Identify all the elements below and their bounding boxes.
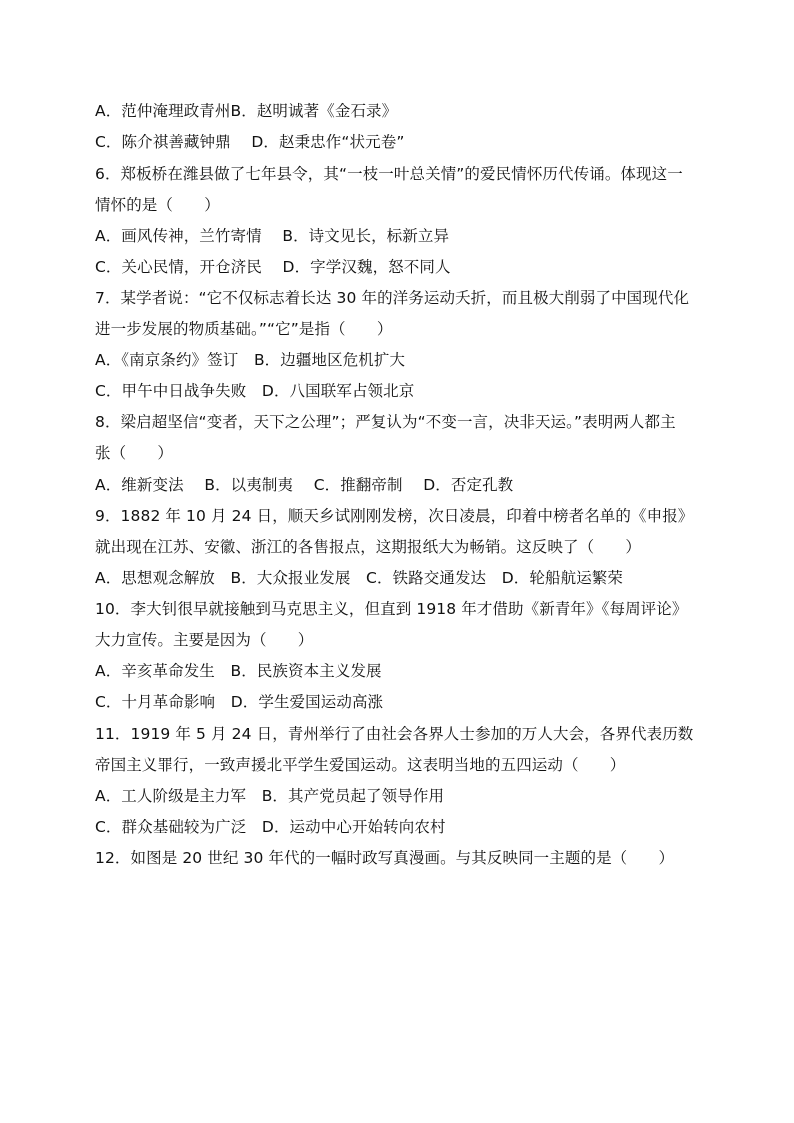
q8-stem-line-1: 8．梁启超坚信“变者，天下之公理”；严复认为“不变一言，决非天运。”表明两人都主 [95,413,676,431]
q9-options: A．思想观念解放 B．大众报业发展 C．铁路交通发达 D．轮船航运繁荣 [95,569,623,587]
q10-stem-line-1: 10．李大钊很早就接触到马克思主义，但直到 1918 年才借助《新青年》《每周评论》 [95,600,688,618]
q11-stem-line-2: 帝国主义罪行，一致声援北平学生爱国运动。这表明当地的五四运动（ ） [95,756,626,774]
q8-options: A．维新变法 B．以夷制夷 C．推翻帝制 D．否定孔教 [95,476,514,494]
q7-stem-line-1: 7．某学者说：“它不仅标志着长达 30 年的洋务运动夭折，而且极大削弱了中国现代化 [95,289,690,307]
q11-stem-line-1: 11．1919 年 5 月 24 日，青州举行了由社会各界人士参加的万人大会，各界代表历数 [95,725,694,743]
q6-options-ab: A．画风传神，兰竹寄情 B．诗文见长，标新立异 [95,227,450,245]
q10-options-ab: A．辛亥革命发生 B．民族资本主义发展 [95,662,382,680]
q7-options-cd: C．甲午中日战争失败 D．八国联军占领北京 [95,382,415,400]
q9-stem-line-2: 就出现在江苏、安徽、浙江的各售报点，这期报纸大为畅销。这反映了（ ） [95,538,642,556]
q5-options-ab: A．范仲淹理政青州B．赵明诚著《金石录》 [95,102,398,120]
q8-stem-line-2: 张（ ） [95,444,174,462]
q7-stem-line-2: 进一步发展的物质基础。”“它”是指（ ） [95,320,393,338]
q6-stem-line-2: 情怀的是（ ） [95,196,220,214]
q11-options-ab: A．工人阶级是主力军 B．其产党员起了领导作用 [95,787,445,805]
q10-options-cd: C．十月革命影响 D．学生爱国运动高涨 [95,693,384,711]
q7-options-ab: A．《南京条约》签订 B．边疆地区危机扩大 [95,351,406,369]
q6-stem-line-1: 6．郑板桥在潍县做了七年县令，其“一枝一叶总关情”的爱民情怀历代传诵。体现这一 [95,165,683,183]
q5-options-cd: C．陈介祺善藏钟鼎 D．赵秉忠作“状元卷” [95,133,405,151]
q6-options-cd: C．关心民情，开仓济民 D．字学汉魏，怒不同人 [95,258,451,276]
q12-stem-line-1: 12．如图是 20 世纪 30 年代的一幅时政写真漫画。与其反映同一主题的是（ ） [95,849,675,867]
q10-stem-line-2: 大力宣传。主要是因为（ ） [95,631,314,649]
q11-options-cd: C．群众基础较为广泛 D．运动中心开始转向农村 [95,818,446,836]
q9-stem-line-1: 9．1882 年 10 月 24 日，顺天乡试刚刚发榜，次日凌晨，印着中榜者名单的《申报》 [95,507,694,525]
